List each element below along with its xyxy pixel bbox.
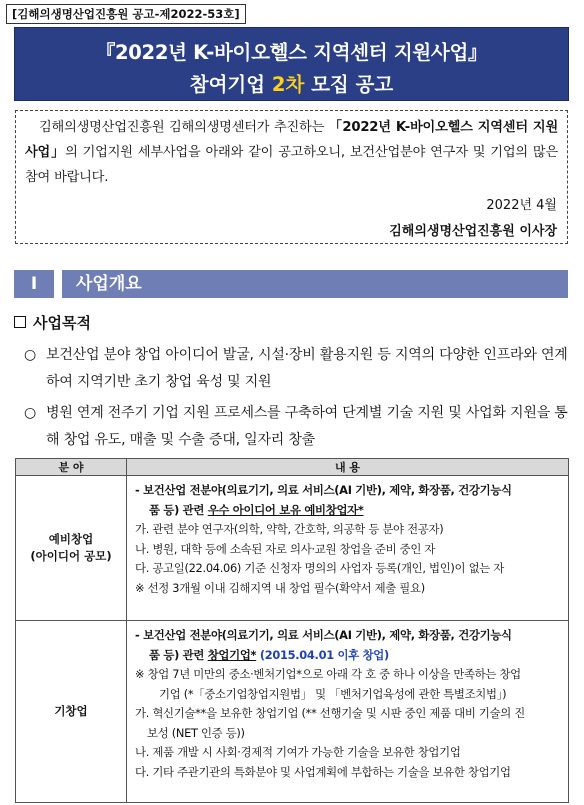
target-underlined: 창업기업* [207, 647, 257, 662]
intro-program-name: 「2022년 K-바이오헬스 지역센터 지원사업」 [25, 120, 558, 160]
content-cell [127, 621, 569, 803]
announcement-signature: 김해의생명산업진흥원 이사장 [389, 224, 557, 239]
title-line-2-post: 모집 공고 [304, 73, 394, 96]
eligibility-table [15, 458, 569, 803]
header-content: 내 용 [127, 459, 569, 476]
founding-date-condition: (2015.04.01 이후 창업) [256, 647, 389, 662]
intro-text-b: 의 기업지원 세부사업을 아래와 같이 공고하오니, 보건산업분야 연구자 및 기업의 많은 참여 바랍니다. [25, 145, 558, 185]
announcement-date: 2022년 4월 [486, 198, 557, 213]
content-line: ※ 창업 7년 미만의 중소·벤처기업*으로 아래 각 호 중 하나 이상을 만족하는 창업 [135, 667, 521, 681]
purpose-bullet-text: 보건산업 분야 창업 아이디어 발굴, 시설·장비 활용지원 등 지역의 다양한 인프라와 연계하여 지역기반 초기 창업 육성 및 지원 [46, 347, 568, 390]
category-cell [16, 621, 127, 803]
purpose-bullet [24, 400, 574, 454]
content-line: 품 등) 관련 창업기업* (2015.04.01 이후 창업) [149, 647, 389, 662]
purpose-heading [14, 312, 91, 333]
intro-box [15, 110, 568, 244]
notice-number: [김해의생명산업진흥원 공고-제2022-53호] [6, 4, 246, 24]
section-title: 사업개요 [62, 270, 568, 298]
header-category: 분 야 [16, 459, 127, 476]
purpose-heading-text: 사업목적 [33, 314, 91, 332]
title-line-1: 『2022년 K-바이오헬스 지역센터 지원사업』 [95, 41, 488, 64]
content-line: 나. 병원, 대학 등에 소속된 자로 의사·교원 창업을 준비 중인 자 [135, 541, 436, 556]
table-header-row [16, 459, 569, 476]
announcement-title-banner [14, 27, 569, 101]
circle-bullet-icon: ○ [24, 347, 37, 363]
intro-text-a: 김해의생명산업진흥원 김해의생명센터가 추진하는 [39, 120, 329, 135]
content-line: - 보건산업 전분야(의료기기, 의료 서비스(AI 기반), 제약, 화장품, 건강기능식 [135, 483, 512, 497]
content-line: 나. 제품 개발 시 사회·경제적 기여가 가능한 기술을 보유한 창업기업 [135, 745, 461, 759]
title-line-2-pre: 참여기업 [189, 73, 272, 96]
content-line: 다. 공고일(22.04.06) 기준 신청자 명의의 사업자 등록(개인, 법인)이 없는 자 [135, 561, 505, 575]
section-number: Ⅰ [14, 270, 54, 298]
category-name: 예비창업 [48, 532, 94, 546]
category-name: 기창업 [54, 704, 88, 718]
category-subname: (아이디어 공모) [30, 549, 112, 563]
content-line: 품 등) 관련 우수 아이디어 보유 예비창업자* [149, 502, 364, 517]
content-line: 다. 기타 주관기관의 특화분야 및 사업계획에 부합하는 기술을 보유한 창업기업 [135, 764, 511, 779]
target-underlined: 우수 아이디어 보유 예비창업자* [207, 502, 364, 517]
content-line: ※ 선정 3개월 이내 김해지역 내 창업 필수(확약서 제출 필요) [135, 580, 425, 595]
content-line: 보성 (NET 인증 등)) [147, 725, 245, 740]
title-line-2 [15, 69, 568, 97]
table-row [16, 476, 569, 621]
content-cell [127, 476, 569, 621]
checkbox-square-icon [14, 316, 26, 328]
purpose-bullet-text: 병원 연계 전주기 기업 지원 프로세스를 구축하여 단계별 기술 지원 및 사업화 지원을 통해 창업 유도, 매출 및 수출 증대, 일자리 창출 [46, 405, 568, 448]
purpose-bullet [24, 342, 574, 396]
title-round-highlight: 2차 [271, 73, 305, 96]
content-line: 가. 관련 분야 연구자(의학, 약학, 간호학, 의공학 등 분야 전공자) [135, 522, 444, 536]
circle-bullet-icon: ○ [24, 405, 37, 421]
content-line: 가. 혁신기술**을 보유한 창업기업 (** 선행기술 및 시판 중인 제품 대비 기술의 진 [135, 706, 525, 720]
table-row [16, 621, 569, 803]
category-cell [16, 476, 127, 621]
content-line: 기업 (*「중소기업창업지원법」 및 「벤처기업육성에 관한 특별조치법」) [159, 686, 507, 701]
intro-paragraph [25, 115, 558, 190]
content-line: - 보건산업 전분야(의료기기, 의료 서비스(AI 기반), 제약, 화장품, 건강기능식 [135, 628, 512, 642]
